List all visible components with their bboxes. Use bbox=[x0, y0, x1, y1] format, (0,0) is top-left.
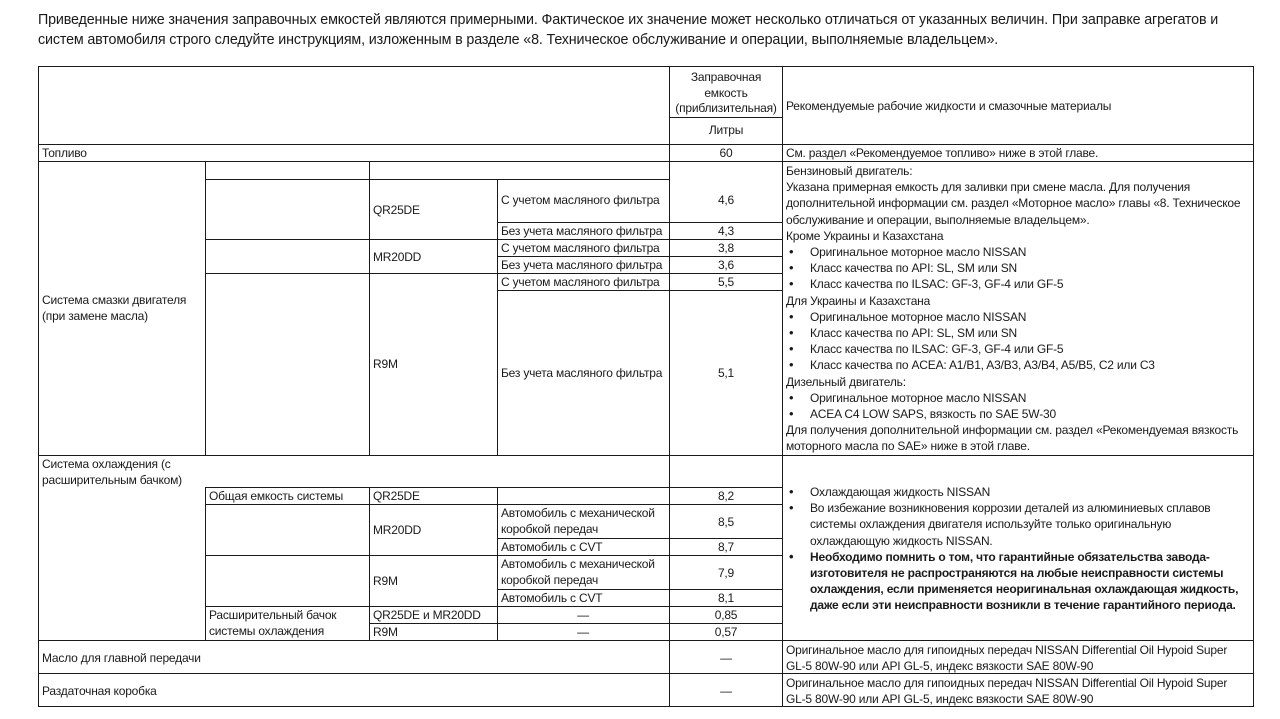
warranty-warning: • Необходимо помнить о том, что гарантийные обязательства завода-изготовителя не распространяются на любые неисправности системы охлаждения, если применяется неоригинальная охлаждающая жидкость, даже если эти неисправности возникли в течение гарантийного периода. bbox=[786, 549, 1248, 614]
cooling-value-r9m-cvt: 8,1 bbox=[717, 591, 735, 605]
list-item: • Класс качества по ACEA: A1/B1, A3/B3, A3/B4, A5/B5, C2 или C3 bbox=[786, 357, 1248, 373]
cooling-mr-manual: Автомобиль с механической коробкой передач bbox=[501, 506, 655, 536]
lube-engine-r9m: R9M bbox=[373, 357, 398, 371]
diesel-title: Дизельный двигатель: bbox=[786, 374, 906, 389]
cooling-value-r9m-manual: 7,9 bbox=[717, 566, 735, 580]
final-drive-value: — bbox=[720, 651, 732, 665]
list-item: • ACEA C4 LOW SAPS, вязкость по SAE 5W-30 bbox=[786, 406, 1248, 422]
final-drive-note: Оригинальное масло для гипоидных передач NISSAN Differential Oil Hypoid Super GL-5 80W-90 или API GL-5, индекс вязкости SAE 80W-90 bbox=[786, 643, 1228, 673]
cooling-recommendations bbox=[786, 484, 1248, 614]
cooling-engine-qr25de: QR25DE bbox=[373, 489, 420, 503]
for-title: Для Украины и Казахстана bbox=[786, 293, 931, 308]
gasoline-title: Бензиновый двигатель: bbox=[786, 164, 913, 178]
lube-label: Система смазки двигателя (при замене масла) bbox=[42, 293, 187, 323]
fuel-note: См. раздел «Рекомендуемое топливо» ниже в этой главе. bbox=[786, 146, 1099, 160]
lube-r9m-with-filter: С учетом масляного фильтра bbox=[501, 275, 660, 289]
cooling-dash-2: — bbox=[577, 625, 589, 639]
capacity-header: Заправочная емкость (приблизительная) bbox=[675, 70, 777, 115]
sae-note: Для получения дополнительной информации см. раздел «Рекомендуемая вязкость моторного масла по SAE» ниже в этой главе. bbox=[786, 423, 1239, 454]
list-item: • Во избежание возникновения коррозии деталей из алюминиевых сплавов системы охлаждения двигателя используйте только оригинальную охлаждающую жидкость NISSAN. bbox=[786, 500, 1248, 549]
lube-r9m-without-filter: Без учета масляного фильтра bbox=[501, 366, 663, 380]
list-item: • Оригинальное моторное масло NISSAN bbox=[786, 309, 1248, 325]
gasoline-note: Указана примерная емкость для заливки при смене масла. Для получения дополнительной информации см. раздел «Моторное масло» главы «8. Техническое обслуживание и операции, выполняемые владельцем». bbox=[786, 180, 1241, 227]
cooling-reservoir-label: Расширительный бачок системы охлаждения bbox=[209, 608, 337, 638]
list-item: • Оригинальное моторное масло NISSAN bbox=[786, 390, 1248, 406]
lube-value-qr-without: 4,3 bbox=[717, 224, 735, 238]
lube-value-qr-with: 4,6 bbox=[717, 193, 735, 207]
cooling-value-mr-manual: 8,5 bbox=[717, 515, 735, 529]
cooling-value-mr-cvt: 8,7 bbox=[717, 540, 735, 554]
list-item: • Оригинальное моторное масло NISSAN bbox=[786, 244, 1248, 260]
cooling-r9m-manual: Автомобиль с механической коробкой передач bbox=[501, 557, 655, 587]
recommended-header: Рекомендуемые рабочие жидкости и смазочные материалы bbox=[786, 99, 1112, 113]
cooling-engine-qr-mr: QR25DE и MR20DD bbox=[373, 608, 481, 622]
lube-engine-mr20dd: MR20DD bbox=[373, 250, 422, 264]
lube-mr-with-filter: С учетом масляного фильтра bbox=[501, 241, 660, 255]
list-item: • Охлаждающая жидкость NISSAN bbox=[786, 484, 1248, 500]
cooling-value-res-r9m: 0,57 bbox=[714, 625, 738, 639]
cooling-dash-1: — bbox=[577, 608, 589, 622]
liters-header: Литры bbox=[708, 123, 744, 137]
cooling-total-label: Общая емкость системы bbox=[209, 489, 344, 503]
lube-value-mr-with: 3,8 bbox=[717, 241, 735, 255]
cooling-mr-cvt: Автомобиль с CVT bbox=[501, 540, 603, 554]
transfer-label: Раздаточная коробка bbox=[42, 684, 157, 698]
cooling-value-qr: 8,2 bbox=[717, 489, 735, 503]
final-drive-label: Масло для главной передачи bbox=[42, 651, 201, 665]
list-item: • Класс качества по ILSAC: GF-3, GF-4 или GF-5 bbox=[786, 341, 1248, 357]
list-item: • Класс качества по ILSAC: GF-3, GF-4 или GF-5 bbox=[786, 276, 1248, 292]
lube-value-r9m-without: 5,1 bbox=[717, 366, 735, 380]
lube-qr-without-filter: Без учета масляного фильтра bbox=[501, 224, 663, 238]
cooling-engine-r9m: R9M bbox=[373, 574, 398, 588]
lube-value-mr-without: 3,6 bbox=[717, 258, 735, 272]
fuel-label: Топливо bbox=[42, 146, 87, 160]
list-item: • Класс качества по API: SL, SM или SN bbox=[786, 325, 1248, 341]
cooling-r9m-cvt: Автомобиль с CVT bbox=[501, 591, 603, 605]
cooling-label: Система охлаждения (с расширительным бачком) bbox=[42, 457, 182, 487]
intro-paragraph: Приведенные ниже значения заправочных емкостей являются примерными. Фактическое их значение может несколько отличаться от указанных величин. При заправке агрегатов и систем автомобиля строго следуйте инструкциям, изложенным в разделе «8. Техническое обслуживание и операции, выполняемые владельцем». bbox=[38, 12, 1219, 48]
cooling-engine-r9m-res: R9M bbox=[373, 625, 398, 639]
lube-recommendations bbox=[786, 163, 1248, 455]
transfer-note: Оригинальное масло для гипоидных передач NISSAN Differential Oil Hypoid Super GL-5 80W-90 или API GL-5, индекс вязкости SAE 80W-90 bbox=[786, 676, 1228, 706]
fuel-value: 60 bbox=[719, 146, 733, 160]
lube-engine-qr25de: QR25DE bbox=[373, 203, 420, 217]
lube-mr-without-filter: Без учета масляного фильтра bbox=[501, 258, 663, 272]
lube-value-r9m-with: 5,5 bbox=[717, 275, 735, 289]
transfer-value: — bbox=[720, 684, 732, 698]
except-title: Кроме Украины и Казахстана bbox=[786, 228, 944, 243]
cooling-value-res-qr-mr: 0,85 bbox=[714, 608, 738, 622]
lube-qr-with-filter: С учетом масляного фильтра bbox=[501, 193, 660, 207]
cooling-engine-mr20dd: MR20DD bbox=[373, 523, 422, 537]
list-item: • Класс качества по API: SL, SM или SN bbox=[786, 260, 1248, 276]
